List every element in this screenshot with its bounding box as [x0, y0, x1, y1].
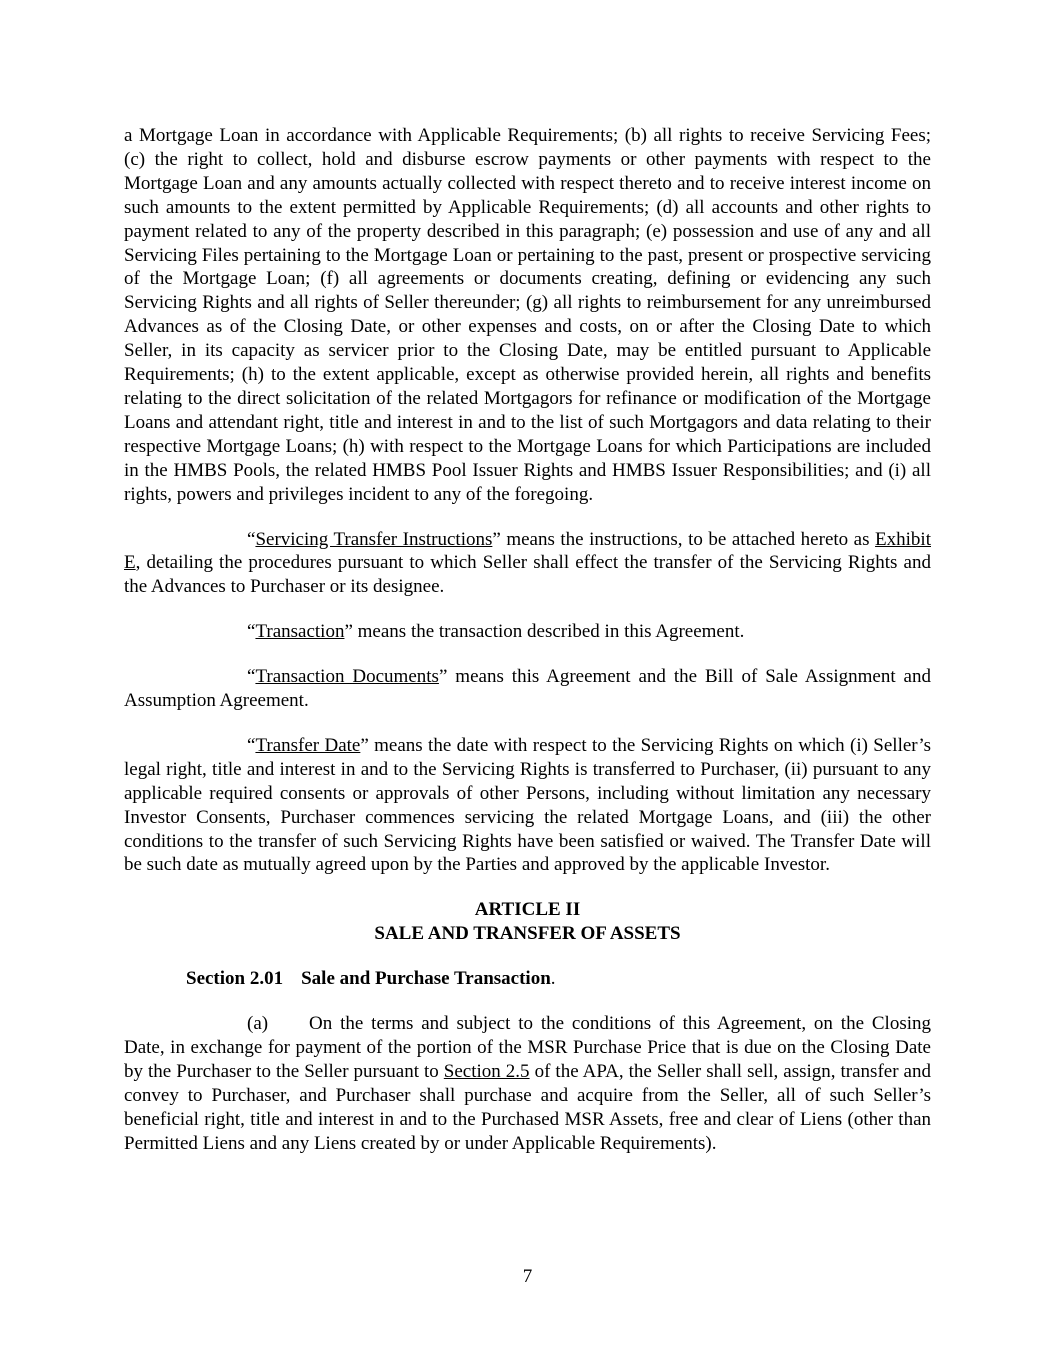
- definition-transaction-documents: [124, 665, 931, 713]
- open-quote: “: [247, 621, 256, 643]
- subsection-label: (a): [247, 1013, 269, 1035]
- article-number: ARTICLE II: [474, 899, 581, 921]
- subsection-text: On the terms and subject to the conditions of this Agreement, on the Closing Date, in exchange for payment of the portion of the MSR Purchase Price that is due on the Closing Date by the Purchaser to the Seller pursuant to: [124, 1013, 931, 1082]
- open-quote: “: [247, 666, 256, 688]
- definition-transfer-date: [124, 734, 931, 877]
- open-quote: “: [247, 734, 256, 756]
- defined-term-transaction: Transaction: [255, 621, 345, 643]
- subsection-a: [124, 1012, 931, 1155]
- page-number: 7: [522, 1266, 533, 1287]
- open-quote: “: [247, 528, 256, 550]
- definition-servicing-transfer-instructions: [124, 528, 931, 600]
- definition-text: ” means the transaction described in this Agreement.: [344, 621, 745, 643]
- definition-transaction: [124, 620, 931, 644]
- defined-term-servicing-transfer-instructions: Servicing Transfer Instructions: [255, 528, 493, 550]
- document-page: [124, 124, 931, 1156]
- defined-term-transaction-documents: Transaction Documents: [255, 666, 439, 688]
- definition-text: ” means the instructions, to be attached hereto as: [492, 528, 876, 550]
- exhibit-e-link[interactable]: Exhibit E: [124, 528, 931, 574]
- section-2-5-link[interactable]: Section 2.5: [443, 1060, 530, 1082]
- defined-term-transfer-date: Transfer Date: [255, 734, 361, 756]
- definition-text: ” means the date with respect to the Servicing Rights on which (i) Seller’s legal right, title and interest in and to the Servicing Rights is transferred to Purchaser, (ii) pursuant to any applicable required consents or approvals of other Persons, including without limitation any necessary Investor Consents, Purchaser commences servicing the related Mortgage Loans, and (iii) the other conditions to the transfer of such Servicing Rights have been satisfied or waived. The Transfer Date will be such date as mutually agreed upon by the Parties and approved by the applicable Investor.: [124, 734, 932, 876]
- definition-text: , detailing the procedures pursuant to which Seller shall effect the transfer of the Servicing Rights and the Advances to Purchaser or its designee.: [124, 552, 931, 598]
- definition-text: ” means this Agreement and the Bill of Sale Assignment and Assumption Agreement.: [124, 666, 931, 712]
- section-title: Sale and Purchase Transaction: [301, 968, 551, 990]
- article-title: SALE AND TRANSFER OF ASSETS: [374, 923, 681, 945]
- section-title-period: .: [550, 968, 556, 990]
- section-number: Section 2.01: [186, 968, 284, 990]
- paragraph-servicing-rights-continued: a Mortgage Loan in accordance with Applicable Requirements; (b) all rights to receive Servicing Fees; (c) the right to collect, hold and disburse escrow payments or other payments with respect to the Mortgage Loan and any amounts actually collected with respect thereto and to receive interest income on such amounts to the extent permitted by Applicable Requirements; (d) all accounts and other rights to payment related to any of the property described in this paragraph; (e) possession and use of any and all Servicing Files pertaining to the Mortgage Loan or pertaining to the past, present or prospective servicing of the Mortgage Loan; (f) all agreements or documents creating, defining or evidencing any such Servicing Rights and all rights of Seller thereunder; (g) all rights to reimbursement for any unreimbursed Advances as of the Closing Date, or other expenses and costs, on or after the Closing Date to which Seller, in its capacity as servicer prior to the Closing Date, may be entitled pursuant to Applicable Requirements; (h) to the extent applicable, except as otherwise provided herein, all rights and benefits relating to the direct solicitation of the related Mortgagors for refinance or modification of the Mortgage Loans and attendant right, title and interest in and to the list of such Mortgagors and data relating to their respective Mortgage Loans; (h) with respect to the Mortgage Loans for which Participations are included in the HMBS Pools, the related HMBS Pool Issuer Rights and HMBS Issuer Responsibilities; and (i) all rights, powers and privileges incident to any of the foregoing.: [124, 125, 931, 505]
- subsection-text: of the APA, the Seller shall sell, assign, transfer and convey to Purchaser, and Purchaser shall purchase and acquire from the Seller, all of such Seller’s beneficial right, title and interest in and to the Purchased MSR Assets, free and clear of Liens (other than Permitted Liens and any Liens created by or under Applicable Requirements).: [124, 1060, 931, 1154]
- section-heading: [124, 967, 931, 991]
